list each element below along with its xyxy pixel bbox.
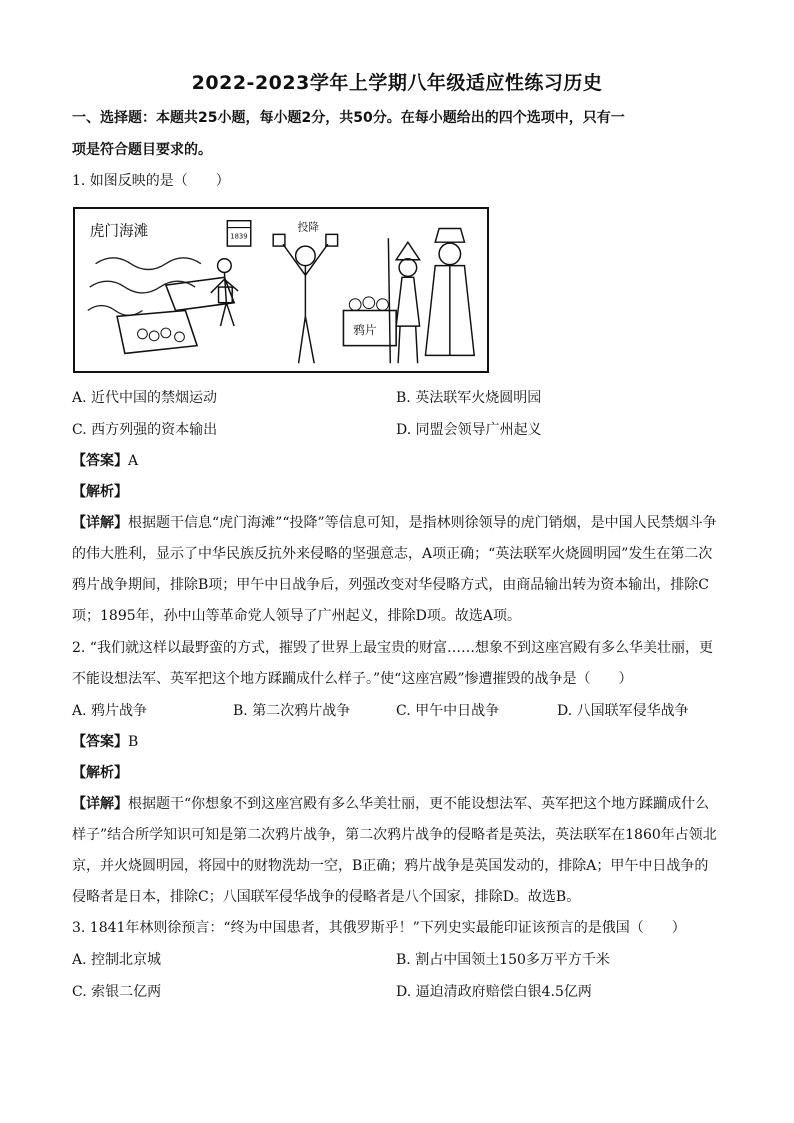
page-title: 2022-2023学年上学期八年级适应性练习历史 <box>191 72 603 94</box>
q1-option-b: B. 英法联军火烧圆明园 <box>396 390 542 406</box>
q2-answer-tag: 【答案】 <box>72 734 128 750</box>
worker-figure <box>211 259 238 326</box>
official-figure <box>425 229 474 356</box>
q2-stem: 2. “我们就这样以最野蛮的方式，摧毁了世界上最宝贵的财富……想象不到这座宫殿有多么华美壮丽，更 <box>72 640 713 656</box>
q1-option-a: A. 近代中国的禁烟运动 <box>72 390 218 406</box>
opium-destruction-sketch <box>75 209 487 371</box>
q1-detail-text: 鸦片战争期间，排除B项；甲午中日战争后，列强改变对华侵略方式，由商品输出转为资本输出，排除C <box>72 577 709 593</box>
q1-detail-text: 的伟大胜利，显示了中华民族反抗外来侵略的坚强意志，A项正确；“英法联军火烧圆明园”发生在第二次 <box>72 546 713 562</box>
q2-option-c: C. 甲午中日战争 <box>396 703 500 719</box>
q3-option-b: B. 割占中国领土150多万平方千米 <box>396 952 610 968</box>
q2-answer: B <box>128 734 139 750</box>
wave-line <box>88 306 143 316</box>
q1-detail-text: 项；1895年，孙中山等革命党人领导了广州起义，排除D项。故选A项。 <box>72 608 521 624</box>
q2-answer-line <box>72 732 732 752</box>
q3-option-a: A. 控制北京城 <box>72 952 162 968</box>
q2-option-b: B. 第二次鸦片战争 <box>233 703 351 719</box>
q2-detail-text: 京，并火烧圆明园，将园中的财物洗劫一空，B正确；鸦片战争是英国发动的，排除A；甲午中日战争的 <box>72 858 709 874</box>
foreigner-figure <box>273 234 337 363</box>
q2-stem: 不能设想法军、英军把这个地方蹂躏成什么样子。”使“这座宫殿”惨遭摧毁的战争是（ ） <box>72 671 633 687</box>
q3-option-d: D. 逼迫清政府赔偿白银4.5亿两 <box>396 984 592 1000</box>
q1-illustration <box>73 207 489 373</box>
q1-analysis-tag: 【解析】 <box>72 484 128 500</box>
pool-shape <box>166 277 234 310</box>
calendar-icon <box>227 221 250 246</box>
q2-detail-text: 根据题干“你想象不到这座宫殿有多么华美壮丽，更不能设想法军、英军把这个地方蹂躏成什么 <box>128 796 710 812</box>
q2-detail-text: 样子”结合所学知识可知是第二次鸦片战争，第二次鸦片战争的侵略者是英法，英法联军在1860年占领北 <box>72 827 717 843</box>
section-heading-line1: 一、选择题：本题共25小题，每小题2分，共50分。在每小题给出的四个选项中，只有一 <box>72 110 625 126</box>
surrender-sign-text: 投降 <box>297 220 320 234</box>
q2-analysis-tag: 【解析】 <box>72 765 128 781</box>
q1-answer-line <box>72 451 732 471</box>
opium-box-label: 鸦片 <box>353 322 377 337</box>
opium-box <box>343 297 396 346</box>
q3-stem: 3. 1841年林则徐预言：“终为中国患者，其俄罗斯乎！”下列史实最能印证该预言的是俄国（ ） <box>72 920 686 936</box>
q1-stem: 1. 如图反映的是（ ） <box>72 173 230 189</box>
q1-option-c: C. 西方列强的资本输出 <box>72 422 218 438</box>
q1-option-d: D. 同盟会领导广州起义 <box>396 422 542 438</box>
wave-line <box>96 258 201 270</box>
q1-answer-tag: 【答案】 <box>72 453 128 469</box>
q2-detail-text: 侵略者是日本，排除C；八国联军侵华战争的侵略者是八个国家，排除D。故选B。 <box>72 889 581 905</box>
q2-detail-line <box>72 794 732 814</box>
place-label: 虎门海滩 <box>89 222 149 240</box>
q1-detail-text: 根据题干信息“虎门海滩”“投降”等信息可知，是指林则徐领导的虎门销烟，是中国人民禁烟斗争 <box>128 515 717 531</box>
section-heading-line2: 项是符合题目要求的。 <box>72 142 212 158</box>
q2-detail-tag: 【详解】 <box>72 796 128 812</box>
calendar-year: 1839 <box>230 232 248 241</box>
q2-option-d: D. 八国联军侵华战争 <box>557 703 689 719</box>
q2-option-a: A. 鸦片战争 <box>72 703 148 719</box>
q1-detail-line <box>72 513 732 533</box>
q1-answer: A <box>128 453 139 469</box>
q1-detail-tag: 【详解】 <box>72 515 128 531</box>
q3-option-c: C. 索银二亿两 <box>72 984 162 1000</box>
